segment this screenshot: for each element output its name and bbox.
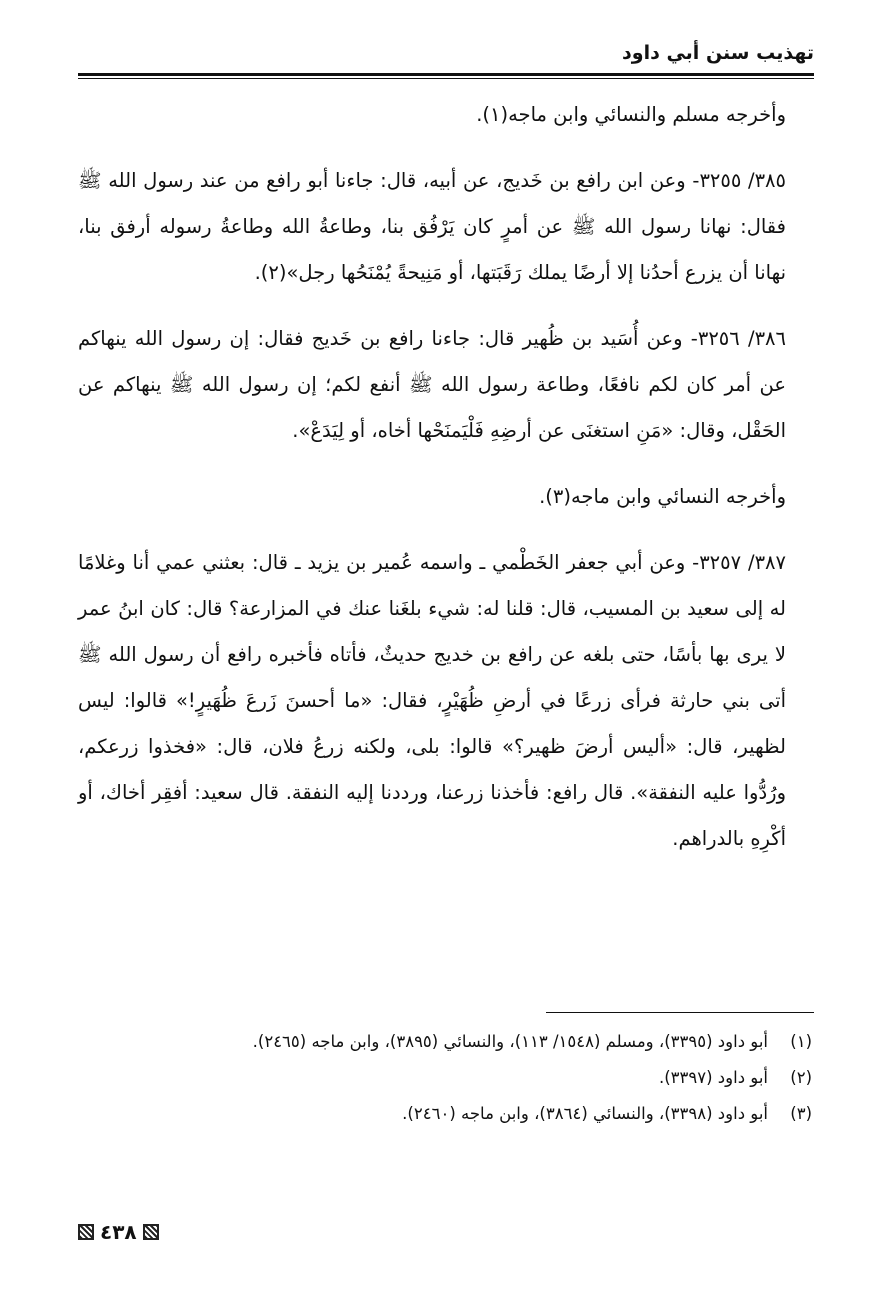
paragraph-gap [78, 520, 812, 540]
footnote-2 [78, 1060, 812, 1096]
page-number: ٤٣٨ [100, 1220, 137, 1244]
hadith-387: ٣٨٧/ ٣٢٥٧- وعن أبي جعفر الخَطْمي ـ واسمه عُمير بن يزيد ـ قال: بعثني عمي أنا وغلامًا له إلى سعيد بن المسيب، قال: قلنا له: شيء بلغَنا عنك في المزارعة؟ قال: كان ابنُ عمر لا يرى بها بأسًا، حتى بلغه عن رافع بن خديج حديثٌ، فأتاه فأخبره رافع أن رسول الله ﷺ أتى بني حارثة فرأى زرعًا في أرضِ ظُهَيْرٍ، فقال: «ما أحسنَ زَرعَ ظُهَيرٍ!» قالوا: ليس لظهير، قال: «أليس أرضَ ظهير؟» قالوا: بلى، ولكنه زرعُ فلان، قال: «فخذوا زرعكم، ورُدُّوا عليه النفقة». قال رافع: فأخذنا زرعنا، ورددنا إليه النفقة. قال سعيد: أفقِر أخاك، أو أكْرِهِ بالدراهم. [78, 551, 786, 850]
main-text [78, 92, 812, 862]
footnote-text: أبو داود (٣٣٩٨)، والنسائي (٣٨٦٤)، وابن ماجه (٢٤٦٠). [402, 1104, 768, 1123]
footnote-text: أبو داود (٣٣٩٧). [658, 1068, 768, 1087]
header-rule [78, 73, 814, 79]
paragraph-gap [78, 296, 812, 316]
paragraph-takhrij-1: وأخرجه مسلم والنسائي وابن ماجه(١). [476, 103, 786, 126]
ornament-icon [78, 1224, 94, 1240]
running-header [78, 38, 814, 68]
footnote-1 [78, 1024, 812, 1060]
paragraph-takhrij-2: وأخرجه النسائي وابن ماجه(٣). [539, 485, 786, 508]
footnote-marker: (٢) [790, 1068, 812, 1087]
ornament-icon [143, 1224, 159, 1240]
hadith-385: ٣٨٥/ ٣٢٥٥- وعن ابن رافع بن خَديج، عن أبيه، قال: جاءنا أبو رافع من عند رسول الله ﷺ فقال: نهانا رسول الله ﷺ عن أمرٍ كان يَرْفُق بنا، وطاعةُ الله وطاعةُ رسوله أرفق بنا، نهانا أن يزرع أحدُنا إلا أرضًا يملك رَقَبَتها، أو مَنِيحةً يُمْنَحُها رجل»(٢). [78, 169, 786, 284]
paragraph-gap [78, 138, 812, 158]
running-header-title: تهذيب سنن أبي داود [622, 42, 814, 64]
footnote-separator [546, 1012, 814, 1013]
footnote-3 [78, 1096, 812, 1132]
footnotes [78, 1024, 812, 1132]
page-folio [78, 1220, 159, 1244]
footnote-marker: (١) [790, 1032, 812, 1051]
paragraph-gap [78, 454, 812, 474]
hadith-386: ٣٨٦/ ٣٢٥٦- وعن أُسَيد بن ظُهير قال: جاءنا رافع بن خَديج فقال: إن رسول الله ينهاكم عن أمر كان لكم نافعًا، وطاعة رسول الله ﷺ أنفع لكم؛ إن رسول الله ﷺ ينهاكم عن الحَقْل، وقال: «مَنِ استغنَى عن أرضِهِ فَلْيَمنَحْها أخاه، أو لِيَدَعْ». [78, 327, 786, 442]
footnote-text: أبو داود (٣٣٩٥)، ومسلم (١٥٤٨/ ١١٣)، والنسائي (٣٨٩٥)، وابن ماجه (٢٤٦٥). [252, 1032, 768, 1051]
footnote-marker: (٣) [790, 1104, 812, 1123]
